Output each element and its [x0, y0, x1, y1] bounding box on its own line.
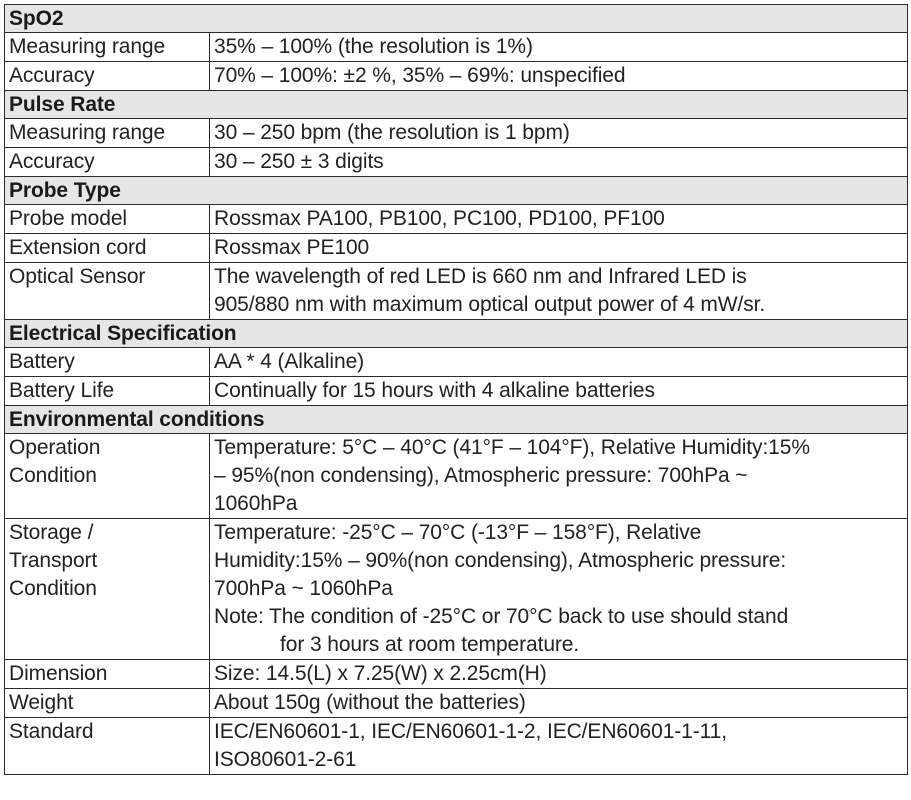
- value-dimension: Size: 14.5(L) x 7.25(W) x 2.25cm(H): [210, 660, 908, 689]
- table-row: [5, 519, 908, 660]
- value-measuring-range: 30 – 250 bpm (the resolution is 1 bpm): [210, 119, 908, 148]
- section-title-pulse-rate: Pulse Rate: [5, 91, 908, 119]
- section-title-environmental-conditions: Environmental conditions: [5, 406, 908, 434]
- section-title-spo2: SpO2: [5, 5, 908, 33]
- value-probe-model: Rossmax PA100, PB100, PC100, PD100, PF100: [210, 205, 908, 234]
- storage-note-line-1: Note: The condition of -25°C or 70°C back to use should stand: [214, 605, 789, 628]
- specification-table: [4, 4, 908, 775]
- table-row: [5, 660, 908, 689]
- value-accuracy: 70% – 100%: ±2 %, 35% – 69%: unspecified: [210, 62, 908, 91]
- table-row: [5, 348, 908, 377]
- table-row: [5, 377, 908, 406]
- value-extension-cord: Rossmax PE100: [210, 234, 908, 263]
- table-row: [5, 119, 908, 148]
- specification-body: [5, 5, 908, 775]
- value-measuring-range: 35% – 100% (the resolution is 1%): [210, 33, 908, 62]
- value-accuracy: 30 – 250 ± 3 digits: [210, 148, 908, 177]
- table-row: [5, 62, 908, 91]
- section-header-row: [5, 177, 908, 205]
- table-row: [5, 718, 908, 775]
- value-weight: About 150g (without the batteries): [210, 689, 908, 718]
- param-extension-cord: Extension cord: [5, 234, 210, 263]
- param-optical-sensor: Optical Sensor: [5, 263, 210, 320]
- value-operation-condition: Temperature: 5°C – 40°C (41°F – 104°F), Relative Humidity:15% – 95%(non condensing), Atmospheric pressure: 700hPa ~ 1060hPa: [210, 434, 908, 519]
- param-standard: Standard: [5, 718, 210, 775]
- table-row: [5, 33, 908, 62]
- value-standard: IEC/EN60601-1, IEC/EN60601-1-2, IEC/EN60601-1-11, ISO80601-2-61: [210, 718, 908, 775]
- table-row: [5, 434, 908, 519]
- section-header-row: [5, 5, 908, 33]
- table-row: [5, 689, 908, 718]
- param-measuring-range: Measuring range: [5, 33, 210, 62]
- section-header-row: [5, 320, 908, 348]
- param-accuracy: Accuracy: [5, 62, 210, 91]
- storage-note-line-2: for 3 hours at room temperature.: [280, 633, 580, 656]
- section-header-row: [5, 406, 908, 434]
- table-row: [5, 234, 908, 263]
- value-storage-transport-condition: Temperature: -25°C – 70°C (-13°F – 158°F), Relative Humidity:15% – 90%(non condensing), Atmospheric pressure: 700hPa ~ 1060hPa Note: The condition of -25°C or 70°C back to use should stand for 3 hours at room temperature.: [210, 519, 908, 660]
- param-operation-condition: Operation Condition: [5, 434, 210, 519]
- param-dimension: Dimension: [5, 660, 210, 689]
- param-battery-life: Battery Life: [5, 377, 210, 406]
- table-row: [5, 205, 908, 234]
- value-battery: AA * 4 (Alkaline): [210, 348, 908, 377]
- section-title-probe-type: Probe Type: [5, 177, 908, 205]
- table-row: [5, 263, 908, 320]
- value-optical-sensor: The wavelength of red LED is 660 nm and Infrared LED is 905/880 nm with maximum optical output power of 4 mW/sr.: [210, 263, 908, 320]
- param-storage-transport-condition: Storage / Transport Condition: [5, 519, 210, 660]
- param-measuring-range: Measuring range: [5, 119, 210, 148]
- table-row: [5, 148, 908, 177]
- section-title-electrical-specification: Electrical Specification: [5, 320, 908, 348]
- param-probe-model: Probe model: [5, 205, 210, 234]
- param-battery: Battery: [5, 348, 210, 377]
- param-accuracy: Accuracy: [5, 148, 210, 177]
- value-battery-life: Continually for 15 hours with 4 alkaline batteries: [210, 377, 908, 406]
- param-weight: Weight: [5, 689, 210, 718]
- section-header-row: [5, 91, 908, 119]
